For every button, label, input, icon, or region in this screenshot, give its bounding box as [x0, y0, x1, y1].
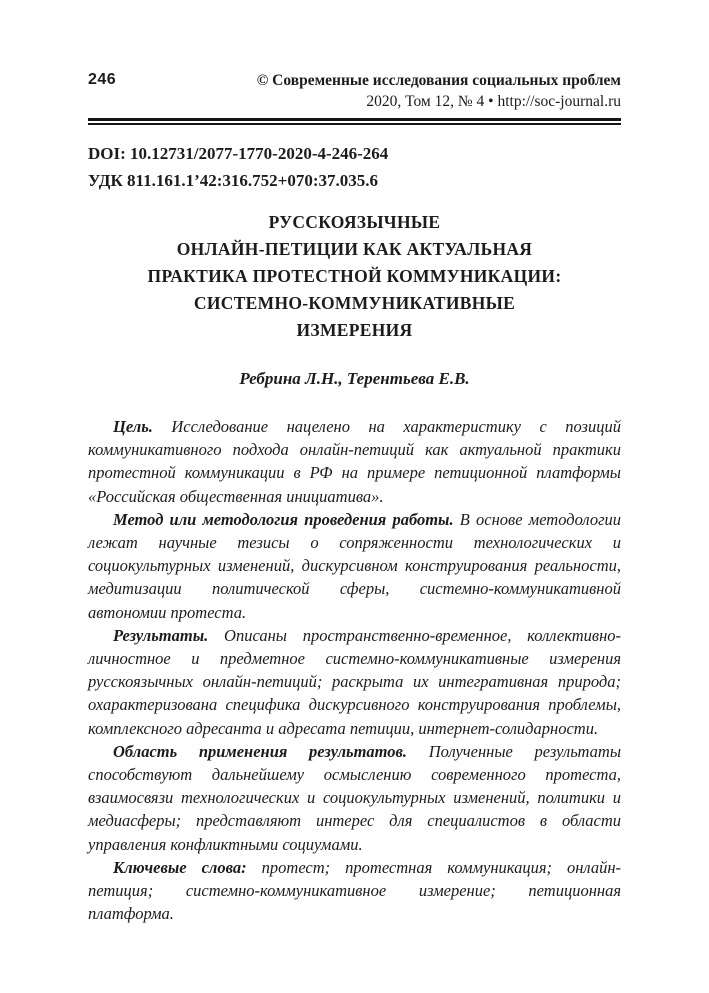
- running-head: [88, 70, 621, 112]
- header-rule: [88, 118, 621, 125]
- page-number: 246: [88, 71, 117, 88]
- authors: Ребрина Л.Н., Терентьева Е.В.: [239, 369, 470, 388]
- paragraph-lead: Ключевые слова:: [113, 857, 247, 877]
- abstract-paragraph-application: [88, 740, 621, 856]
- page-content: [88, 70, 621, 925]
- title-line: ИЗМЕРЕНИЯ: [296, 320, 413, 340]
- abstract-paragraph-goal: [88, 415, 621, 508]
- paragraph-text: протест; протестная коммуникация; онлайн-петиция; системно-коммуникативное измерение; петиционная платформа.: [88, 857, 622, 924]
- paragraph-lead: Цель.: [113, 417, 153, 436]
- journal-title: © Современные исследования социальных проблем: [256, 72, 621, 89]
- title-line: ОНЛАЙН-ПЕТИЦИИ КАК АКТУАЛЬНАЯ: [176, 239, 533, 259]
- paragraph-lead: Результаты.: [113, 625, 209, 645]
- journal-header: [257, 70, 621, 112]
- udk-line: УДК 811.161.1’42:316.752+070:37.035.6: [88, 170, 379, 190]
- abstract-paragraph-results: [88, 624, 621, 740]
- paragraph-lead: Область применения результатов.: [113, 741, 408, 761]
- paragraph-lead: Метод или методология проведения работы.: [113, 509, 454, 529]
- abstract-paragraph-method: [88, 508, 621, 624]
- title-line: РУССКОЯЗЫЧНЫЕ: [268, 212, 441, 232]
- journal-issue-url: 2020, Том 12, № 4 • http://soc-journal.ru: [366, 93, 621, 110]
- abstract: [88, 415, 621, 925]
- paragraph-text: Описаны пространственно-временное, коллективно-личностное и предметное системно-коммуникативные измерения русскоязычных онлайн-петиций; раскрыта их интегративная природа; охарактеризована специфика дискурсивного конструирования проблемы, комплексного адресанта и адресата петиции, интернет-солидарности.: [88, 625, 621, 738]
- paragraph-text: Полученные результаты способствуют дальнейшему осмыслению современного протеста, взаимосвязи технологических и социокультурных изменений, политики и медиасферы; представляют интерес для специалистов в области управления конфликтными социумами.: [88, 741, 622, 854]
- paragraph-text: Исследование нацелено на характеристику с позиций коммуникативного подхода онлайн-петиций как актуальной практики протестной коммуникации в РФ на примере петиционной платформы «Российская общественная инициатива».: [88, 417, 621, 506]
- abstract-paragraph-keywords: [88, 856, 621, 926]
- article-title: [88, 209, 621, 344]
- paragraph-text: В основе методологии лежат научные тезисы о сопряженности технологических и социокультурных изменений, дискурсивном конструирования реальности, медитизации политической сферы, системно-коммуникативной автономии протеста.: [88, 509, 622, 622]
- title-line: ПРАКТИКА ПРОТЕСТНОЙ КОММУНИКАЦИИ:: [147, 266, 562, 286]
- doi-line: DOI: 10.12731/2077-1770-2020-4-246-264: [88, 144, 389, 163]
- article-meta: [88, 141, 621, 194]
- title-line: СИСТЕМНО-КОММУНИКАТИВНЫЕ: [193, 293, 516, 313]
